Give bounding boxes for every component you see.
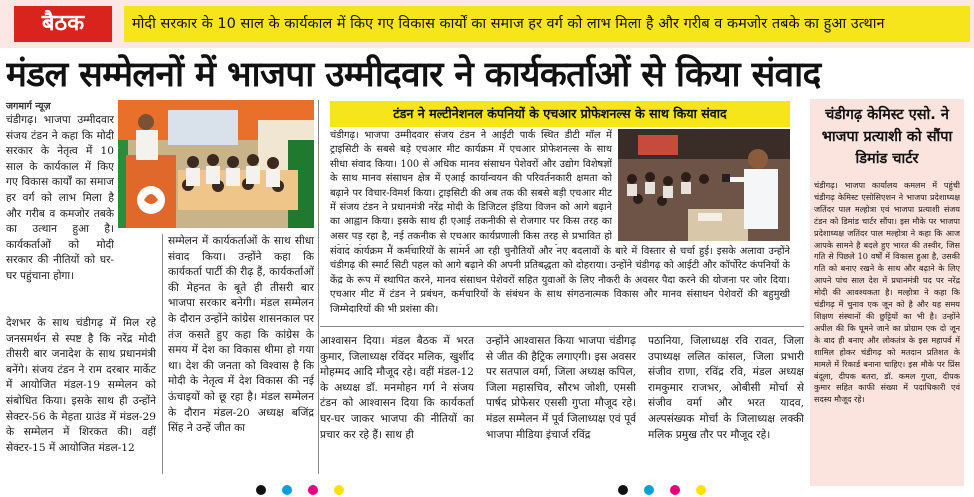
main-headline: मंडल सम्मेलनों में भाजपा उम्मीदवार ने कार्यकर्ताओं से किया संवाद <box>6 55 821 95</box>
story1-col1-bottom: देशभर के साथ चंडीगढ़ में मिल रहे जनसमर्थन से स्पष्ट है कि नरेंद्र मोदी तीसरी बार जनादेश के साथ प्रधानमंत्री बनेंगे। संजय टंडन ने राम दरबार मार्केट में आयोजित मंडल-19 सम्मेलन को संबोधित किया। इसके साथ ही उन्होंने सेक्टर-56 के मेहता ग्राउंड में मंडल-29 के सम्मेलन में शिरकत की। वहीं सेक्टर-15 में आयोजित मंडल-12 <box>6 317 156 454</box>
registration-mark <box>282 485 292 495</box>
registration-mark <box>696 485 706 495</box>
registration-mark <box>256 485 266 495</box>
meeting-photo <box>118 100 314 228</box>
strap-headline: मोदी सरकार के 10 साल के कार्यकाल में किए गए विकास कार्यों का समाज हर वर्ग को लाभ मिला है और गरीब व कमजोर तबके का हुआ उत्थान <box>124 6 970 42</box>
story1-col3: आश्वासन दिया। मंडल बैठक में भरत कुमार, जिलाध्यक्ष रविंदर मलिक, खुर्शीद मोहम्मद आदि मौजूद रहे। वहीं मंडल-12 के अध्यक्ष डॉ. मनमोहन गर्ग ने संजय टंडन को आश्वासन दिया कि कार्यकर्ता घर-घर जाकर भाजपा की नीतियों का प्रचार कर रहे हैं। साथ ही <box>320 335 474 441</box>
story1-col1-top: चंडीगढ़। भाजपा उम्मीदवार संजय टंडन ने कहा कि मोदी सरकार के नेतृत्व में 10 साल के कार्यकाल में किए गए विकास कार्यों का समाज हर वर्ग को लाभ मिला है और गरीब व कमजोर तबके का उत्थान हुआ है। कार्यकर्ताओं को मोदी सरकार की नीतियों को घर-घर पहुंचाना होगा। <box>6 114 114 282</box>
story1-col2: सम्मेलन में कार्यकर्ताओं के साथ सीधा संवाद किया। उन्होंने कहा कि कार्यकर्ता पार्टी की रीढ़ हैं, कार्यकर्ताओं की मेहनत के बूते ही तीसरी बार भाजपा सरकार बनेगी। मंडल सम्मेलन के दौरान उन्होंने कांग्रेस शासनकाल पर तंज कसते हुए कहा कि कांग्रेस के समय में देश का विकास थीमा हो गया था। देश की जनता को विश्वास है कि मोदी के नेतृत्व में देश विकास की नई ऊंचाइयों को छू रहा है। मंडल सम्मेलन के दौरान मंडल-20 अध्यक्ष बजिंद्र सिंह ने उन्हें जीत का <box>168 235 314 435</box>
registration-mark <box>670 485 680 495</box>
story1-col5: पठानिया, जिलाध्यक्ष रवि रावत, जिला उपाध्यक्ष ललित कांसल, जिला प्रभारी संजीव राणा, रविंद्र रवि, मंडल अध्यक्ष रामकुमार राजभर, ओबीसी मोर्चा से संजीव वर्मा और भरत यादव, अल्पसंख्यक मोर्चा के जिलाध्यक्ष लक्की मलिक प्रमुख तौर पर मौजूद रहे। <box>648 335 804 441</box>
story2-body-full: संवाद कार्यक्रम में कर्मचारियों के सामने आ रही चुनौतियों और नए बदलावों के बारे में विस्तार से चर्चा हुई। इसके अलावा उन्होंने चंडीगढ़ की स्मार्ट सिटी पहल को आगे बढ़ाने की अपनी प्रतिबद्धता को दोहराया। उन्होंने चंडीगढ़ को आईटी और कॉर्पोरेट कंपनियों के केंद्र के रूप में स्थापित करने, मानव संसाधन पेशेवरों सहित युवाओं के लिए नौकरी के अवसर पैदा करने की योजना पर जोर दिया। एचआर मीट में टंडन ने प्रबंधन, कर्मचारियों के संबंधन के साथ संगठनात्मक विकास और मानव संसाधन पेशेवरों की बहुमुखी जिम्मेदारियों की भी प्रशंसा की। <box>330 246 790 315</box>
hr-meet-photo <box>618 129 790 241</box>
story3-body: चंडीगढ़। भाजपा कार्यालय कमलम में पहुंची चंडीगढ़ केमिस्ट एसोसिएशन ने भाजपा प्रदेशाध्यक्ष जतिंदर पाल मल्होत्रा एवं भाजपा प्रत्याशी संजय टंडन को डिमांड चार्टर सौंपा। इस मौके पर भाजपा प्रदेशाध्यक्ष जतिंदर पाल मल्होत्रा ने कहा कि आज आपके सामने है बदले हुए भारत की तस्वीर, जिस गति से पिछले 10 वर्षों में विकास हुआ है, उसकी गति को बनाए रखने के साथ और बढ़ाने के लिए आपने पांच साल देश में प्रधानमंत्री पद पर नरेंद्र मोदी की आवश्यकता है। मल्होत्रा ने कहा कि चंडीगढ़ में चुनाव एक जून को है और यह समय शिक्षण संस्थानों की छुट्टियों का भी है। उन्होंने अपील की कि घूमने जाने का प्रोग्राम एक दो जून के बाद ही बनाए और लोकतंत्र के इस महापर्व में शामिल होकर चंडीगढ़ को मतदान प्रतिशत के मामले में रिकार्ड बनाना चाहिए। इस मौके पर प्रिंस बंदूला, दीपक बतरा, डॉ. कमल गुप्ता, दीपक कुमार सहित काफी संख्या में पदाधिकारी एवं सदस्य मौजूद रहे। <box>814 180 960 405</box>
story1-col4: उन्होंने आश्वासत किया भाजपा चंडीगढ़ से जीत की हैट्रिक लगाएगी। इस अवसर पर सतपाल वर्मा, जिला अध्यक्ष कपिल, जिला महासचिव, सौरभ जोशी, एमसी पार्षद प्रोफेसर एससी गुप्ता मौजूद रहे। मंडल सम्मेलन में पूर्व जिलाध्यक्ष एवं पूर्व भाजपा मीडिया इंचार्ज रविंद्र <box>486 335 636 441</box>
section-tag: बैठक <box>14 6 112 42</box>
registration-mark <box>644 485 654 495</box>
story3-headline: चंडीगढ़ केमिस्ट एसो. ने भाजपा प्रत्याशी को सौंपा डिमांड चार्टर <box>821 107 953 167</box>
registration-mark <box>618 485 628 495</box>
registration-mark <box>308 485 318 495</box>
byline: जगमार्ग न्यूज़ <box>6 101 51 112</box>
story2-headline: टंडन ने मल्टीनेशनल कंपनियों के एचआर प्रोफेशनल्स के साथ किया संवाद <box>330 101 790 127</box>
section-rule <box>320 326 804 327</box>
story2-body-left: चंडीगढ़। भाजपा उम्मीदवार संजय टंडन ने आईटी पार्क स्थित डीटी मॉल में ट्राइसिटी के सबसे बड़े एचआर मीट कार्यक्रम में एचआर प्रोफेशनल्स के साथ सीधा संवाद किया। 100 से अधिक मानव संसाधन पेशेवरों और उद्योग विशेषज्ञों के साथ मानव संसाधन क्षेत्र में एआई कार्यान्वयन की परिवर्तनकारी क्षमता को बढ़ाने पर विचार-विमर्श किया। ट्राइसिटी की अब तक की सबसे बड़ी एचआर मीट में संजय टंडन ने प्रधानमंत्री नरेंद्र मोदी के डिजिटल इंडिया विजन को आगे बढ़ाने का आह्वान किया। इसके साथ ही एआई तकनीकी से रोजगार पर किस तरह का असर पड़ रहा है, नई तकनीक से एचआर कार्यप्रणाली किस तरह से प्रभावित हो <box>330 130 612 242</box>
registration-mark <box>334 485 344 495</box>
column-rule <box>318 100 319 474</box>
meeting-photo-image <box>118 100 314 228</box>
column-rule <box>162 234 163 474</box>
hr-meet-photo-image <box>618 129 790 241</box>
